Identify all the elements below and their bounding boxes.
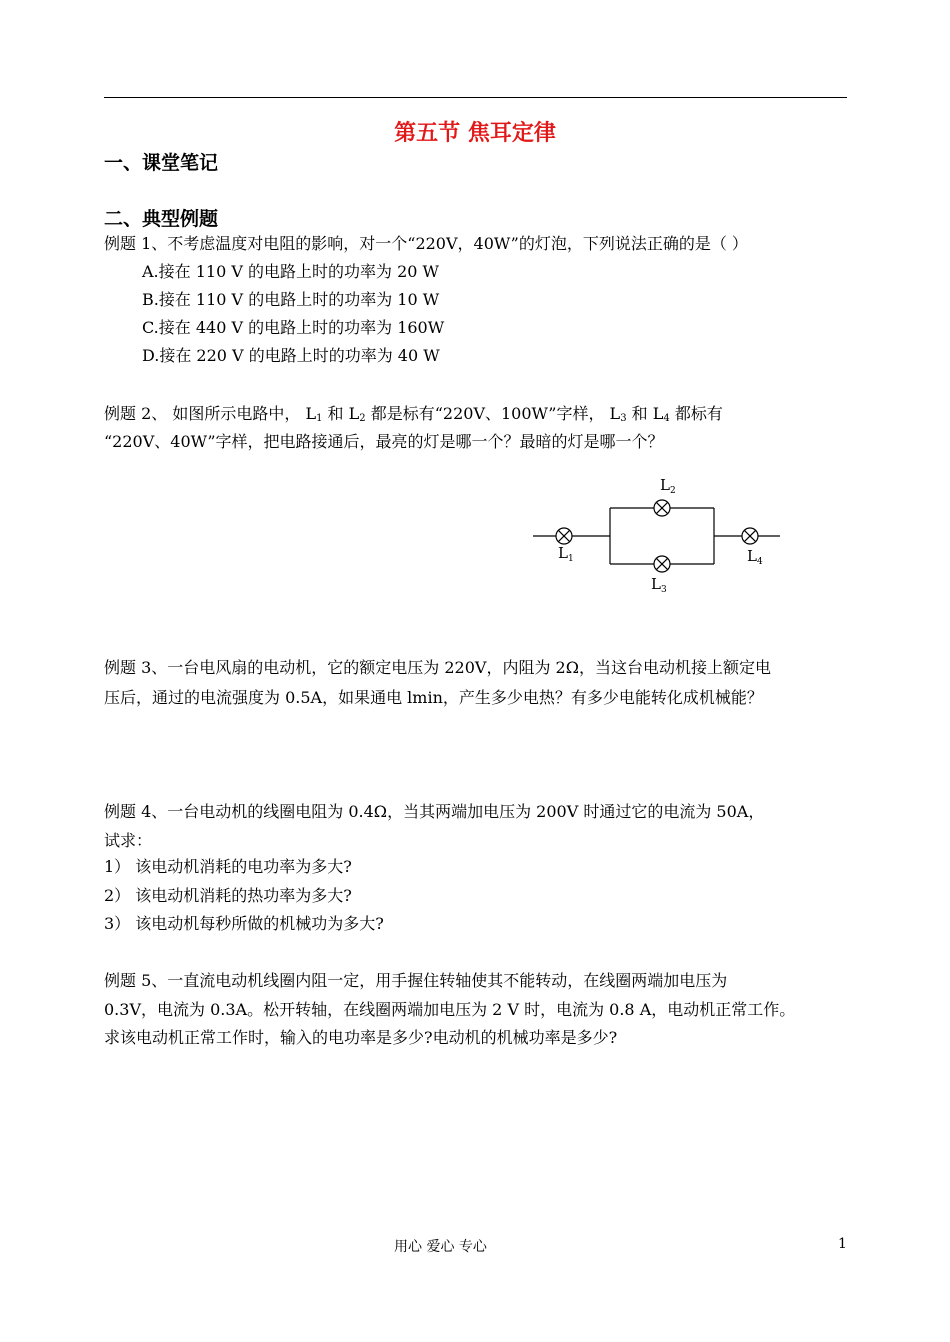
- section-heading-notes: 一、课堂笔记: [104, 152, 219, 174]
- example-5-line-3: 求该电动机正常工作时，输入的电功率是多少?电动机的机械功率是多少?: [104, 1028, 618, 1047]
- label-l4: $L_4$: [747, 547, 763, 567]
- lamp-l1-icon: [556, 528, 572, 544]
- example-2-line-2: “220V、40W”字样，把电路接通后，最亮的灯是哪一个？最暗的灯是哪一个？: [104, 432, 664, 451]
- example-5-line-1: 例题 5、一直流电动机线圈内阻一定，用手握住转轴使其不能转动，在线圈两端加电压为: [104, 971, 728, 990]
- example-1-stem: 例题 1、不考虑温度对电阻的影响，对一个“220V，40W”的灯泡，下列说法正确的是（ ）: [104, 234, 748, 253]
- example-3-line-1: 例题 3、一台电风扇的电动机，它的额定电压为 220V，内阻为 2Ω，当这台电动机接上额定电: [104, 658, 771, 677]
- example-4-item-1: 1） 该电动机消耗的电功率为多大?: [104, 857, 352, 876]
- lamp-l2-icon: [654, 500, 670, 516]
- ex2-text-d: 和 L: [626, 404, 664, 423]
- example-1-option-b: B.接在 110 V 的电路上时的功率为 10 W: [142, 290, 440, 309]
- label-l2: $L_2$: [660, 476, 676, 496]
- ex2-text-b: 和 L: [322, 404, 360, 423]
- label-l1: $L_1$: [558, 544, 574, 564]
- ex2-sub-3: 3: [620, 413, 627, 424]
- example-1-option-c: C.接在 440 V 的电路上时的功率为 160W: [142, 318, 445, 337]
- example-4-line-1: 例题 4、一台电动机的线圈电阻为 0.4Ω，当其两端加电压为 200V 时通过它的电流为 50A，: [104, 802, 765, 821]
- header-rule: [104, 97, 847, 98]
- ex2-sub-4: 4: [663, 413, 670, 424]
- example-2-line-1: [104, 404, 723, 429]
- example-4-item-3: 3） 该电动机每秒所做的机械功为多大?: [104, 914, 384, 933]
- footer-motto: 用心 爱心 专心: [394, 1239, 487, 1255]
- ex2-sub-2: 2: [359, 413, 366, 424]
- ex2-text-a: 例题 2、 如图所示电路中， L: [104, 404, 317, 423]
- example-4-item-2: 2） 该电动机消耗的热功率为多大?: [104, 886, 352, 905]
- example-1-option-d: D.接在 220 V 的电路上时的功率为 40 W: [142, 346, 440, 365]
- lamp-l4-icon: [742, 528, 758, 544]
- example-5-line-2: 0.3V，电流为 0.3A。松开转轴，在线圈两端加电压为 2 V 时，电流为 0.8 A，电动机正常工作。: [104, 1000, 796, 1019]
- example-3-line-2: 压后，通过的电流强度为 0.5A，如果通电 lmin，产生多少电热？有多少电能转化成机械能？: [104, 688, 763, 707]
- page-number: 1: [838, 1236, 847, 1252]
- ex2-sub-1: 1: [316, 413, 323, 424]
- page-title: 第五节 焦耳定律: [394, 121, 556, 146]
- example-4-line-2: 试求：: [104, 831, 153, 850]
- circuit-diagram: [520, 470, 800, 600]
- example-1-option-a: A.接在 110 V 的电路上时的功率为 20 W: [142, 262, 439, 281]
- lamp-l3-icon: [654, 556, 670, 572]
- section-heading-examples: 二、典型例题: [104, 208, 219, 230]
- ex2-text-c: 都是标有“220V、100W”字样， L: [365, 404, 621, 423]
- label-l3: $L_3$: [651, 575, 667, 595]
- ex2-text-e: 都标有: [669, 404, 723, 423]
